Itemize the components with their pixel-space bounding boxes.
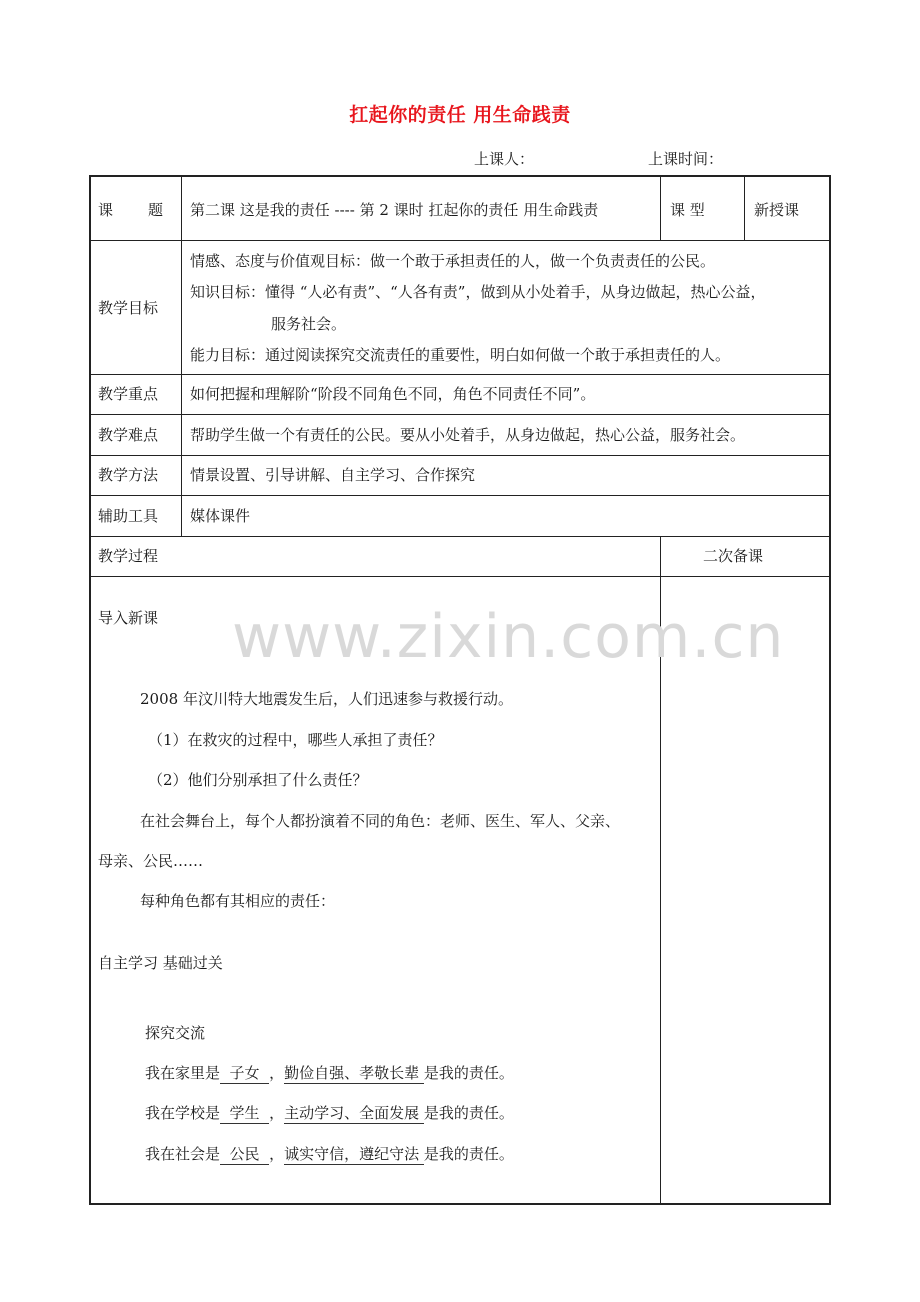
goals-ability-line: 能力目标：通过阅读探究交流责任的重要性，明白如何做一个敢于承担责任的人。 [190,346,731,364]
method-label: 教学方法 [98,466,159,484]
watermark: www.zixin.com.cn [232,602,785,672]
fill-row-school [145,1104,514,1122]
key-points-value: 如何把握和理解阶“阶段不同角色不同，角色不同责任不同”。 [190,385,596,403]
process-header: 教学过程 [98,547,159,565]
fill-role-blank: 公民 [220,1145,270,1163]
difficult-points-label: 教学难点 [98,426,159,444]
tools-label: 辅助工具 [98,507,159,525]
method-value: 情景设置、引导讲解、自主学习、合作探究 [190,466,476,484]
roles-paragraph-cont: 母亲、公民…… [98,852,204,870]
class-time-label: 上课时间： [648,150,724,168]
self-study-heading: 自主学习 基础过关 [98,954,223,972]
fill-row-society [145,1145,514,1163]
topic-label-char-2: 题 [148,201,164,219]
fill-separator: ， [269,1064,285,1082]
fill-prefix: 我在家里是 [145,1064,221,1082]
second-prep-header: 二次备课 [703,547,764,565]
fill-row-home [145,1064,514,1082]
fill-prefix: 我在学校是 [145,1104,221,1122]
question-2: （2）他们分别承担了什么责任？ [148,771,368,789]
lesson-type-value: 新授课 [754,201,800,219]
topic-value: 第二课 这是我的责任 ---- 第 2 课时 扛起你的责任 用生命践责 [190,201,599,219]
question-1: （1）在救灾的过程中，哪些人承担了责任？ [148,731,443,749]
fill-separator: ， [269,1145,285,1163]
explore-heading: 探究交流 [145,1024,206,1042]
goals-knowledge-line: 知识目标：懂得 “人必有责”、“人各有责”，做到从小处着手，从身边做起，热心公益， [190,283,766,301]
fill-separator: ， [269,1104,285,1122]
teacher-label: 上课人： [474,150,535,168]
fill-duty-blank: 勤俭自强、孝敬长辈 [284,1064,424,1082]
intro-paragraph: 2008 年汶川特大地震发生后，人们迅速参与救援行动。 [140,690,513,708]
roles-paragraph: 在社会舞台上，每个人都扮演着不同的角色：老师、医生、军人、父亲、 [140,812,621,830]
topic-label-char-1: 课 [98,201,114,219]
responsibility-paragraph: 每种角色都有其相应的责任： [140,892,336,910]
tools-value: 媒体课件 [190,507,251,525]
fill-prefix: 我在社会是 [145,1145,221,1163]
fill-duty-blank: 主动学习、全面发展 [284,1104,424,1122]
document-title: 扛起你的责任 用生命践责 [349,104,571,126]
fill-suffix: 是我的责任。 [423,1104,514,1122]
goals-knowledge-line-cont: 服务社会。 [271,315,347,333]
lesson-type-label: 课 型 [670,201,705,219]
intro-heading: 导入新课 [98,609,159,627]
fill-suffix: 是我的责任。 [423,1064,514,1082]
fill-suffix: 是我的责任。 [423,1145,514,1163]
goals-emotion-line: 情感、态度与价值观目标：做一个敢于承担责任的人，做一个负责责任的公民。 [190,252,716,270]
fill-role-blank: 子女 [220,1064,270,1082]
difficult-points-value: 帮助学生做一个有责任的公民。要从小处着手，从身边做起，热心公益，服务社会。 [190,426,746,444]
fill-role-blank: 学生 [220,1104,270,1122]
key-points-label: 教学重点 [98,385,159,403]
goals-label: 教学目标 [98,299,159,317]
fill-duty-blank: 诚实守信，遵纪守法 [284,1145,424,1163]
